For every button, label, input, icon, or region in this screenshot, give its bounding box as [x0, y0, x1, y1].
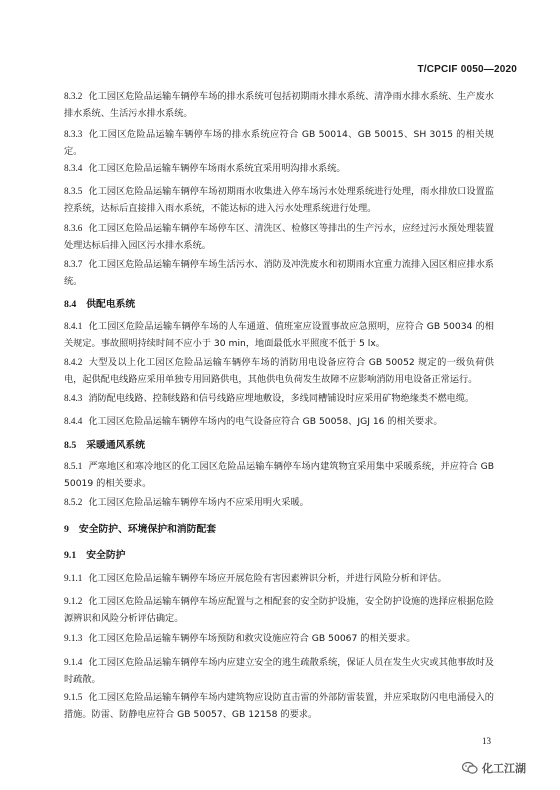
clause-number: 9.1.4 [64, 657, 83, 667]
clause-8-3-6 [64, 220, 494, 254]
clause-8-4-2 [64, 354, 494, 388]
clause-number: 9.1.3 [64, 633, 83, 643]
clause-number: 8.3.7 [64, 259, 83, 269]
section-number: 9.1 [64, 550, 77, 561]
clause-9-1-5 [64, 689, 494, 723]
section-heading-8-4 [64, 296, 494, 310]
standard-code: T/CPCIF 0050—2020 [417, 64, 517, 75]
clause-text: 化工园区危险品运输车辆停车场应开展危险有害因素辨识分析，并进行风险分析和评估。 [88, 573, 447, 584]
clause-8-4-3 [64, 390, 494, 407]
clause-text: 化工园区危险品运输车辆停车场停车区、清洗区、检修区等排出的生产污水，应经过污水预处理装置处理达标后排入园区污水排水系统。 [64, 223, 494, 251]
clause-number: 8.4.1 [64, 321, 83, 331]
clause-text: 化工园区危险品运输车辆停车场内不应采用明火采暖。 [88, 497, 309, 508]
clause-text: 化工园区危险品运输车辆停车场初期雨水收集进入停车场污水处理系统进行处理，雨水排放口设置监控系统，达标后直接排入雨水系统，不能达标的进入污水处理系统进行处理。 [64, 186, 494, 214]
wechat-icon [462, 761, 478, 775]
clause-number: 8.5.1 [64, 461, 83, 471]
section-title: 安全防护 [86, 550, 126, 561]
clause-text: 化工园区危险品运输车辆停车场应配置与之相配套的安全防护设施，安全防护设施的选择应根据危险源辨识和风险分析评估确定。 [64, 596, 494, 624]
wechat-watermark [462, 760, 526, 776]
clause-8-4-1 [64, 318, 494, 352]
clause-number: 8.3.5 [64, 186, 83, 196]
clause-number: 8.4.2 [64, 357, 83, 367]
clause-9-1-2 [64, 593, 494, 627]
clause-9-1-3 [64, 630, 494, 647]
section-number: 8.4 [64, 299, 77, 310]
clause-9-1-1 [64, 570, 494, 587]
clause-8-3-4 [64, 160, 494, 177]
clause-number: 8.3.2 [64, 91, 83, 101]
chapter-heading-9 [64, 521, 494, 535]
clause-8-3-2 [64, 88, 494, 122]
clause-text: 化工园区危险品运输车辆停车场内建筑物应设防直击雷的外部防雷装置，并应采取防闪电电涌侵入的措施。防雷、防静电应符合 GB 50057、GB 12158 的要求。 [64, 692, 494, 720]
page-number: 13 [482, 736, 491, 746]
clause-9-1-4 [64, 654, 494, 688]
watermark-text: 化工江湖 [482, 762, 526, 775]
clause-text: 化工园区危险品运输车辆停车场内的电气设备应符合 GB 50058、JGJ 16 的相关要求。 [88, 416, 443, 427]
clause-text: 化工园区危险品运输车辆停车场的人车通道、值班室应设置事故应急照明，应符合 GB 50034 的相关规定。事故照明持续时间不应小于 30 min，地面最低水平照度不低于 5 lx。 [64, 321, 494, 349]
section-title: 采暖通风系统 [86, 440, 146, 451]
section-number: 8.5 [64, 440, 77, 451]
clause-number: 8.5.2 [64, 497, 83, 507]
clause-text: 化工园区危险品运输车辆停车场的排水系统应符合 GB 50014、GB 50015、SH 3015 的相关规定。 [64, 129, 494, 157]
clause-8-3-5 [64, 183, 494, 217]
clause-text: 化工园区危险品运输车辆停车场雨水系统宜采用明沟排水系统。 [88, 163, 346, 174]
section-heading-8-5 [64, 437, 494, 451]
clause-8-5-2 [64, 494, 494, 511]
clause-text: 化工园区危险品运输车辆停车场生活污水、消防及冲洗废水和初期雨水宜重力流排入园区相应排水系统。 [64, 259, 494, 287]
clause-number: 9.1.1 [64, 573, 83, 583]
clause-text: 化工园区危险品运输车辆停车场内应建立安全的逃生疏散系统，保证人员在发生火灾或其他事故时及时疏散。 [64, 657, 494, 685]
chapter-title: 安全防护、环境保护和消防配套 [78, 524, 217, 535]
clause-text: 化工园区危险品运输车辆停车场预防和救灾设施应符合 GB 50067 的相关要求。 [88, 633, 416, 644]
clause-number: 8.3.6 [64, 223, 83, 233]
clause-number: 8.4.3 [64, 393, 83, 403]
clause-8-5-1 [64, 458, 494, 492]
section-heading-9-1 [64, 547, 494, 561]
clause-text: 严寒地区和寒冷地区的化工园区危险品运输车辆停车场内建筑物宜采用集中采暖系统，并应符合 GB 50019 的相关要求。 [64, 461, 494, 489]
clause-8-3-7 [64, 256, 494, 290]
clause-text: 消防配电线路、控制线路和信号线路应埋地敷设，多线同槽铺设时应采用矿物绝缘类不燃电缆。 [88, 393, 475, 404]
clause-number: 8.3.3 [64, 129, 83, 139]
chapter-number: 9 [64, 524, 69, 535]
clause-text: 化工园区危险品运输车辆停车场的排水系统可包括初期雨水排水系统、清净雨水排水系统、生产废水排水系统、生活污水排水系统。 [64, 91, 494, 119]
clause-8-3-3 [64, 126, 494, 160]
clause-number: 9.1.2 [64, 596, 83, 606]
clause-number: 8.4.4 [64, 416, 83, 426]
clause-text: 大型及以上化工园区危险品运输车辆停车场的消防用电设备应符合 GB 50052 规定的一级负荷供电，起供配电线路应采用单独专用回路供电，其他供电负荷发生故障不应影响消防用电设备正常运行。 [64, 357, 494, 385]
section-title: 供配电系统 [86, 299, 136, 310]
clause-number: 8.3.4 [64, 163, 83, 173]
clause-number: 9.1.5 [64, 692, 83, 702]
clause-8-4-4 [64, 413, 494, 430]
